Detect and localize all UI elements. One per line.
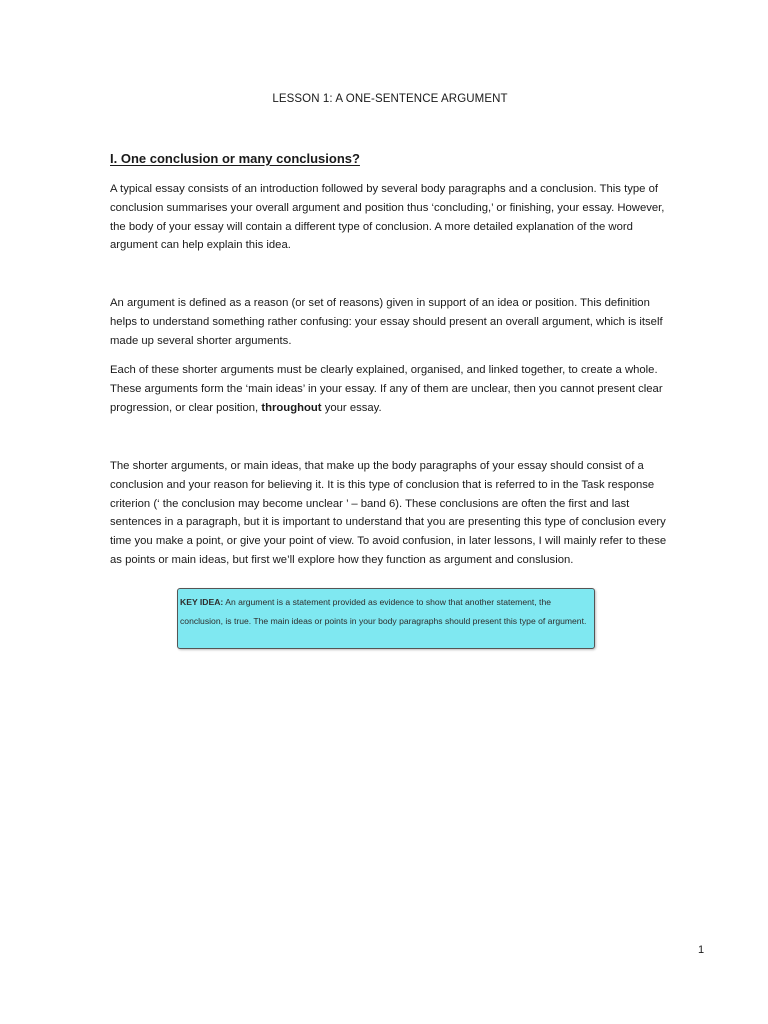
page-number: 1 — [698, 944, 705, 956]
key-idea-label: KEY IDEA: — [180, 597, 224, 607]
document-title: LESSON 1: A ONE-SENTENCE ARGUMENT — [272, 93, 508, 105]
paragraph-1: A typical essay consists of an introduction followed by several body paragraphs and a conclusion. This type of conclusion summarises your overall argument and position thus ‘concluding,’ or finishing, your essay. However, the body of your essay will contain a different type of conclusion. A more detailed explanation of the word argument can help explain this idea. — [110, 183, 665, 252]
paragraph-3 — [110, 361, 676, 417]
key-idea-callout — [177, 588, 595, 649]
paragraph-2: An argument is defined as a reason (or set of reasons) given in support of an idea or position. This definition helps to understand something rather confusing: your essay should present an overall argument, which is itself made up several shorter arguments. — [110, 297, 663, 347]
section-heading: I. One conclusion or many conclusions? — [110, 151, 360, 166]
key-idea-text: An argument is a statement provided as evidence to show that another statement, the conclusion, is true. The main ideas or points in your body paragraphs should present this type of argument. — [180, 597, 587, 626]
paragraph-3-text-end: your essay. — [321, 401, 382, 414]
paragraph-3-bold-text: throughout — [261, 401, 322, 414]
paragraph-4: The shorter arguments, or main ideas, that make up the body paragraphs of your essay should consist of a conclusion and your reason for believing it. It is this type of conclusion that is referred to in the Task response criterion (‘ the conclusion may become unclear ’ – band 6). These conclusions are often the first and last sentences in a paragraph, but it is important to understand that you are presenting this type of conclusion every time you make a point, or give your point of view. To avoid confusion, in later lessons, I will mainly refer to these as points or main ideas, but first we’ll explore how they function as argument and conslusion. — [110, 460, 667, 566]
paragraph-3-text: Each of these shorter arguments must be clearly explained, organised, and linked together, to create a whole. These arguments form the ‘main ideas’ in your essay. If any of them are unclear, then you cannot present clear progression, or clear position, — [110, 364, 663, 414]
